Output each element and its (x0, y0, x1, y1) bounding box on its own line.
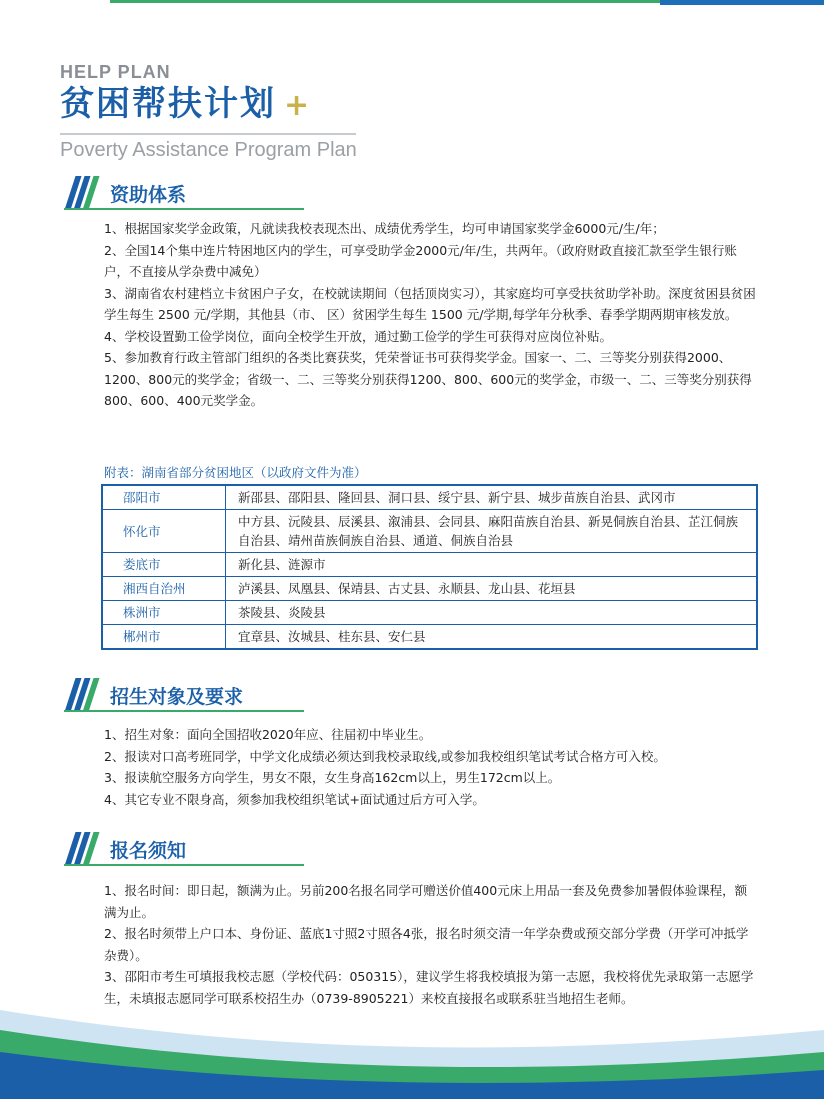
annex-caption: 附表：湖南省部分贫困地区（以政府文件为准） (104, 465, 367, 480)
city-cell: 邵阳市 (102, 485, 226, 510)
section-body-enrollment (104, 724, 756, 810)
section-heading-enrollment (64, 678, 243, 712)
header-divider (60, 133, 356, 135)
header-subtitle: Poverty Assistance Program Plan (60, 139, 357, 161)
city-cell: 怀化市 (102, 510, 226, 553)
paragraph: 1、招生对象：面向全国招收2020年应、往届初中毕业生。 (104, 727, 432, 742)
poverty-areas-table (101, 484, 758, 650)
header-en-title: HELP PLAN (60, 62, 171, 82)
section-title: 资助体系 (110, 183, 187, 206)
table-row (102, 577, 757, 601)
paragraph: 3、湖南省农村建档立卡贫困户子女，在校就读期间（包括顶岗实习），其家庭均可享受扶贫助学补助。深度贫困县贫困学生每生 2500 元/学期，其他县（市、 区）贫困学生每生 1500 元/学期,每学年分秋季、春季学期两期审核发放。 (104, 285, 756, 322)
paragraph: 3、邵阳市考生可填报我校志愿（学校代码：050315），建议学生将我校填报为第一志愿，我校将优先录取第一志愿学生，未填报志愿同学可联系校招生办（0739-8905221）来校直接报名或联系驻当地招生老师。 (104, 969, 754, 1006)
paragraph: 4、学校设置勤工俭学岗位，面向全校学生开放，通过勤工俭学的学生可获得对应岗位补贴。 (104, 328, 612, 344)
counties-cell: 新邵县、邵阳县、隆回县、洞口县、绥宁县、新宁县、城步苗族自治县、武冈市 (226, 485, 758, 510)
section-heading-funding (64, 176, 186, 210)
page-title (60, 83, 780, 127)
paragraph: 1、根据国家奖学金政策，凡就读我校表现杰出、成绩优秀学生，均可申请国家奖学金6000元/生/年； (104, 221, 665, 236)
top-decoration (0, 0, 824, 8)
table-row (102, 485, 757, 510)
top-green-line (110, 0, 710, 3)
section-title: 招生对象及要求 (110, 685, 244, 708)
city-cell: 株洲市 (102, 601, 226, 625)
page-header (60, 62, 780, 162)
section-title: 报名须知 (110, 839, 187, 862)
stripes-icon (64, 678, 104, 712)
paragraph: 4、其它专业不限身高，须参加我校组织笔试+面试通过后方可入学。 (104, 791, 485, 807)
plus-icon: + (284, 88, 312, 123)
city-cell: 湘西自治州 (102, 577, 226, 601)
section-underline (64, 864, 304, 866)
counties-cell: 茶陵县、炎陵县 (226, 601, 758, 625)
section-underline (64, 208, 304, 210)
counties-cell: 新化县、涟源市 (226, 553, 758, 577)
section-heading-registration (64, 832, 186, 866)
city-cell: 娄底市 (102, 553, 226, 577)
table-row (102, 510, 757, 553)
city-cell: 郴州市 (102, 625, 226, 650)
stripes-icon (64, 176, 104, 210)
section-underline (64, 710, 304, 712)
counties-cell: 泸溪县、凤凰县、保靖县、古丈县、永顺县、龙山县、花垣县 (226, 577, 758, 601)
paragraph: 2、全国14个集中连片特困地区内的学生，可享受助学金2000元/年/生，共两年。（政府财政直接汇款至学生银行账户，不直接从学杂费中减免） (104, 242, 737, 279)
table-row (102, 601, 757, 625)
section-body-funding (104, 218, 756, 412)
counties-cell: 宜章县、汝城县、桂东县、安仁县 (226, 625, 758, 650)
paragraph: 2、报读对口高考班同学，中学文化成绩必须达到我校录取线,或参加我校组织笔试考试合格方可入校。 (104, 748, 666, 764)
paragraph: 5、参加教育行政主管部门组织的各类比赛获奖，凭荣誉证书可获得奖学金。国家一、二、三等奖分别获得2000、1200、800元的奖学金；省级一、二、三等奖分别获得1200、800、600元的奖学金，市级一、二、三等奖分别获得800、600、400元奖学金。 (104, 350, 752, 408)
counties-cell: 中方县、沅陵县、辰溪县、溆浦县、会同县、麻阳苗族自治县、新晃侗族自治县、芷江侗族自治县、靖州苗族侗族自治县、通道、侗族自治县 (226, 510, 758, 553)
bottom-wave-decoration (0, 990, 824, 1099)
table-row (102, 625, 757, 650)
paragraph: 2、报名时须带上户口本、身份证、蓝底1寸照2寸照各4张，报名时须交清一年学杂费或预交部分学费（开学可冲抵学杂费）。 (104, 926, 749, 963)
table-row (102, 553, 757, 577)
page-title-text: 贫困帮扶计划 (60, 84, 276, 124)
paragraph: 3、报读航空服务方向学生，男女不限，女生身高162cm以上，男生172cm以上。 (104, 770, 561, 785)
stripes-icon (64, 832, 104, 866)
paragraph: 1、报名时间：即日起，额满为止。另前200名报名同学可赠送价值400元床上用品一套及免费参加暑假体验课程，额满为止。 (104, 883, 748, 920)
top-blue-line (660, 0, 824, 5)
